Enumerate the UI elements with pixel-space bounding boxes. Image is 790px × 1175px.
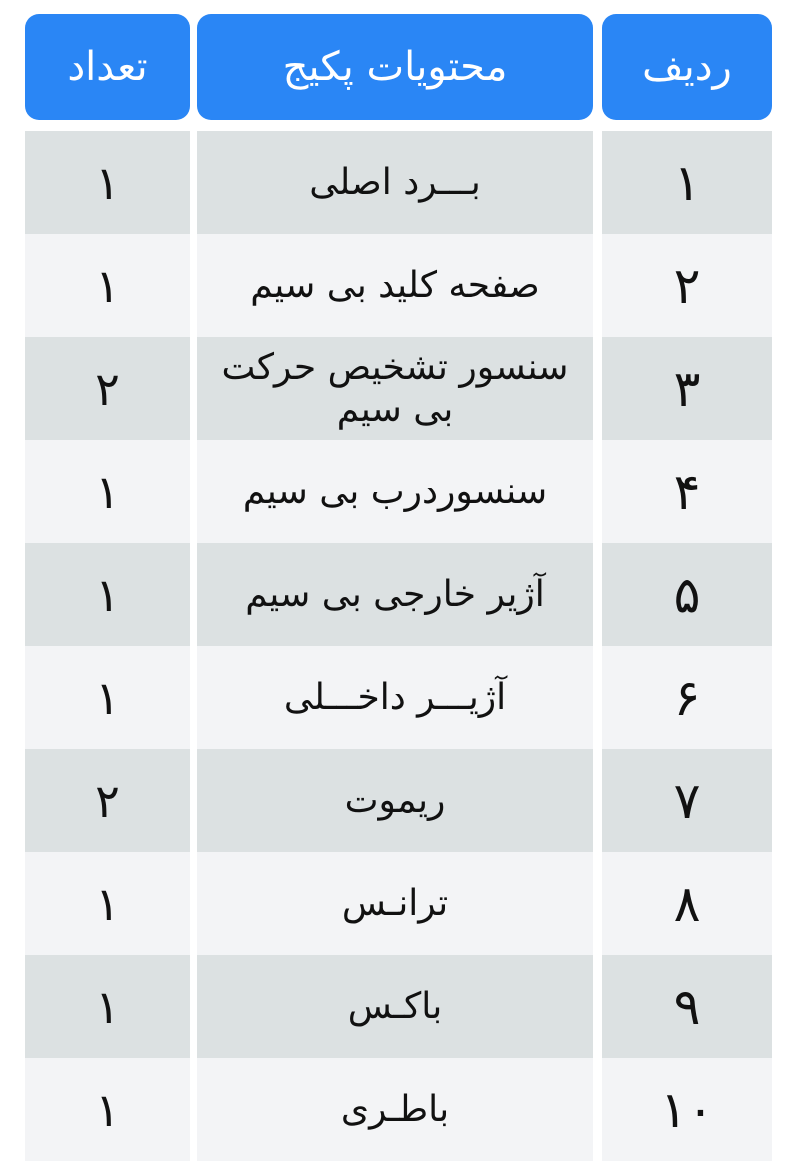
header-count: تعداد bbox=[25, 14, 190, 120]
header-content: محتویات پکیج bbox=[197, 14, 593, 120]
table-row-8-count: ۱ bbox=[25, 852, 190, 955]
table-row-7-count: ۲ bbox=[25, 749, 190, 852]
table-row-6-content: آژیـــر داخـــلی bbox=[197, 646, 593, 749]
header-row-number: ردیف bbox=[602, 14, 772, 120]
table-row-10-count: ۱ bbox=[25, 1058, 190, 1161]
table-row-4-number: ۴ bbox=[602, 440, 772, 543]
table-row-4-content: سنسوردرب بی سیم bbox=[197, 440, 593, 543]
table-row-8-content: ترانـس bbox=[197, 852, 593, 955]
table-row-3-content: سنسور تشخیص حرکت بی سیم bbox=[197, 337, 593, 440]
table-row-9-content: باکـس bbox=[197, 955, 593, 1058]
table-row-3-count: ۲ bbox=[25, 337, 190, 440]
table-row-5-content: آژیر خارجی بی سیم bbox=[197, 543, 593, 646]
table-row-1-number: ۱ bbox=[602, 131, 772, 234]
table-row-1-content: بـــرد اصلی bbox=[197, 131, 593, 234]
table-row-5-count: ۱ bbox=[25, 543, 190, 646]
table-row-10-content: باطـری bbox=[197, 1058, 593, 1161]
table-row-3-number: ۳ bbox=[602, 337, 772, 440]
table-row-6-number: ۶ bbox=[602, 646, 772, 749]
table-row-9-count: ۱ bbox=[25, 955, 190, 1058]
table-row-6-count: ۱ bbox=[25, 646, 190, 749]
table-row-9-number: ۹ bbox=[602, 955, 772, 1058]
table-row-10-number: ۱۰ bbox=[602, 1058, 772, 1161]
table-row-2-content: صفحه کلید بی سیم bbox=[197, 234, 593, 337]
table-row-7-number: ۷ bbox=[602, 749, 772, 852]
table-row-2-number: ۲ bbox=[602, 234, 772, 337]
table-row-8-number: ۸ bbox=[602, 852, 772, 955]
table-row-7-content: ریموت bbox=[197, 749, 593, 852]
table-row-4-count: ۱ bbox=[25, 440, 190, 543]
table-row-1-count: ۱ bbox=[25, 131, 190, 234]
table-row-2-count: ۱ bbox=[25, 234, 190, 337]
table-row-5-number: ۵ bbox=[602, 543, 772, 646]
